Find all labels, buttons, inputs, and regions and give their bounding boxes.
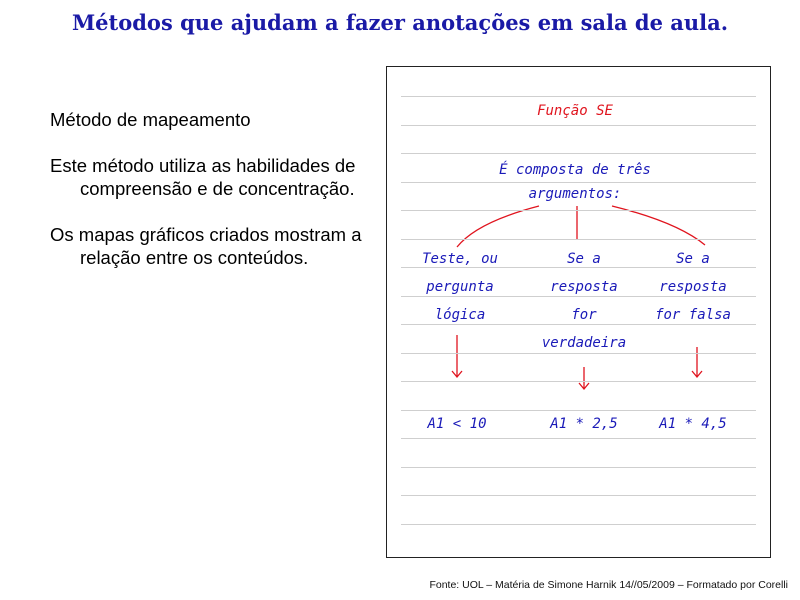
ruled-line [401,210,756,211]
notebook-title: Função SE [537,103,613,119]
ruled-line [401,96,756,97]
branch-2-line-4: verdadeira [541,335,627,351]
branch-3-line-2: resposta [659,279,727,295]
branch-2-line-2: resposta [550,279,618,295]
ruled-line [401,381,756,382]
ruled-line [401,182,756,183]
branch-1-line-3: lógica [434,307,486,323]
method-result: Os mapas gráficos criados mostram a relação entre os conteúdos. [50,224,362,268]
ruled-line [401,324,756,325]
branch-2-line-1: Se a [567,251,601,267]
ruled-line [401,410,756,411]
ruled-line [401,296,756,297]
body-text [50,108,385,292]
intro-line-2: argumentos: [528,186,622,202]
ruled-line [401,495,756,496]
ruled-line [401,267,756,268]
notebook-illustration [386,66,771,558]
method-heading: Método de mapeamento [50,109,251,130]
intro-line-1: É composta de três [499,162,651,178]
branch-2-result: A1 * 2,5 [550,416,618,432]
branch-1-result: A1 < 10 [427,416,487,432]
ruled-line [401,438,756,439]
branch-3-result: A1 * 4,5 [659,416,727,432]
branch-3-line-3: for falsa [655,307,731,323]
branch-1-line-2: pergunta [426,279,494,295]
ruled-line [401,153,756,154]
method-description: Este método utiliza as habilidades de compreensão e de concentração. [50,155,356,199]
branch-3-text [655,245,731,329]
ruled-line [401,467,756,468]
source-footer: Fonte: UOL – Matéria de Simone Harnik 14//05/2009 – Formatado por Corelli [429,579,788,591]
branch-2-text [542,245,626,357]
branch-3-line-1: Se a [676,251,710,267]
ruled-line [401,125,756,126]
branch-1-line-1: Teste, ou [422,251,498,267]
slide-title: Métodos que ajudam a fazer anotações em sala de aula. [71,10,729,35]
ruled-line [401,353,756,354]
ruled-line [401,524,756,525]
branch-1-connector [457,206,539,247]
branch-2-line-3: for [571,307,597,323]
ruled-line [401,239,756,240]
branch-1-text [422,245,498,329]
